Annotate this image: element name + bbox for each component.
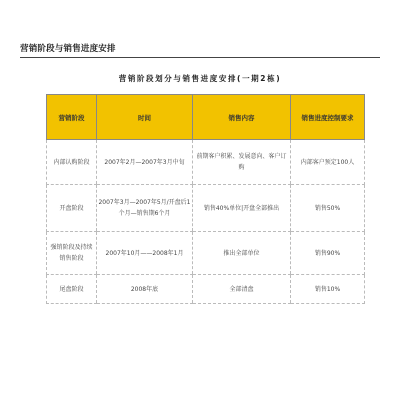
cell-stage: 开盘阶段 bbox=[47, 185, 97, 232]
cell-content: 全部清盘 bbox=[193, 275, 291, 304]
cell-content: 推出全部单位 bbox=[193, 232, 291, 275]
table-row bbox=[47, 185, 365, 232]
table-header-row bbox=[47, 95, 365, 140]
cell-stage: 强销阶段及持续销售阶段 bbox=[47, 232, 97, 275]
cell-progress: 内部客户预定100人 bbox=[291, 140, 365, 185]
header-time: 时间 bbox=[97, 95, 193, 140]
cell-time: 2008年底 bbox=[97, 275, 193, 304]
cell-progress: 销售10% bbox=[291, 275, 365, 304]
sales-schedule-table bbox=[46, 94, 365, 304]
cell-time: 2007年3月—2007年5月/开盘后1个月—销售期6个月 bbox=[97, 185, 193, 232]
table-row bbox=[47, 275, 365, 304]
header-progress: 销售进度控制要求 bbox=[291, 95, 365, 140]
header-stage: 营销阶段 bbox=[47, 95, 97, 140]
cell-stage: 尾盘阶段 bbox=[47, 275, 97, 304]
cell-time: 2007年2月—2007年3月中旬 bbox=[97, 140, 193, 185]
header-content: 销售内容 bbox=[193, 95, 291, 140]
section-heading: 营销阶段与销售进度安排 bbox=[20, 44, 116, 54]
schedule-table-wrapper bbox=[46, 94, 364, 304]
cell-content: 前期客户积累、发展意向、客户订购 bbox=[193, 140, 291, 185]
cell-content: 销售40%单位|开盘全部推出 bbox=[193, 185, 291, 232]
table-row bbox=[47, 232, 365, 275]
cell-stage: 内部认购阶段 bbox=[47, 140, 97, 185]
cell-progress: 销售50% bbox=[291, 185, 365, 232]
heading-divider bbox=[20, 57, 380, 58]
cell-time: 2007年10月——2008年1月 bbox=[97, 232, 193, 275]
table-row bbox=[47, 140, 365, 185]
table-caption: 营销阶段划分与销售进度安排(一期2栋) bbox=[118, 74, 282, 83]
cell-progress: 销售90% bbox=[291, 232, 365, 275]
